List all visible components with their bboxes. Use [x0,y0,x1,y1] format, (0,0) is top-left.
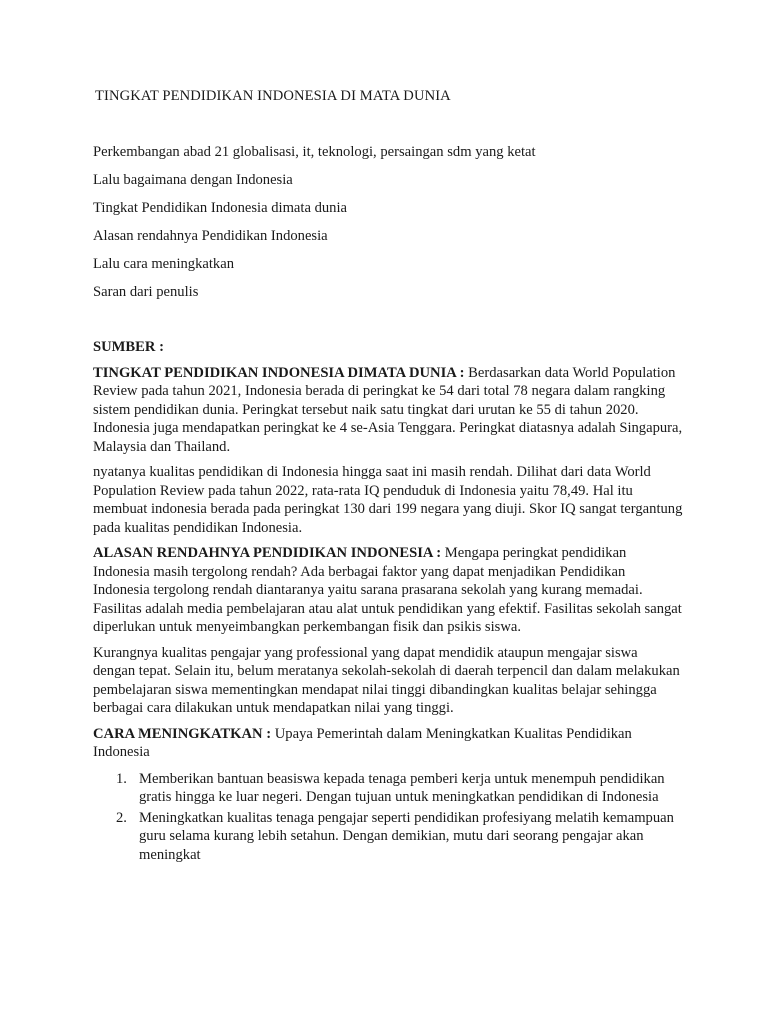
cara-paragraph [93,725,683,762]
document-title: TINGKAT PENDIDIKAN INDONESIA DI MATA DUNIA [95,88,451,104]
cara-list [93,770,683,865]
tingkat-paragraph-2: nyatanya kualitas pendidikan di Indonesia hingga saat ini masih rendah. Dilihat dari data World Population Review pada tahun 2022, rata-rata IQ penduduk di Indonesia yaitu 78,49. Hal itu membuat indonesia berada pada peringkat 130 dari 199 negara yang diuji. Skor IQ sangat tergantung pada kualitas pendidikan Indonesia. [93,464,683,536]
outline-list [93,143,536,311]
document-body [93,338,683,866]
list-number: 1. [116,770,127,787]
outline-item: Tingkat Pendidikan Indonesia dimata dunia [93,200,348,216]
tingkat-heading: TINGKAT PENDIDIKAN INDONESIA DIMATA DUNIA : [93,364,465,381]
list-item [93,809,683,865]
outline-item: Perkembangan abad 21 globalisasi, it, teknologi, persaingan sdm yang ketat [93,144,536,160]
list-item-text: Meningkatkan kualitas tenaga pengajar seperti pendidikan profesiyang melatih kemampuan guru selama kurang lebih setahun. Dengan demikian, mutu dari seorang pengajar akan meningkat [139,809,674,863]
outline-item: Lalu bagaimana dengan Indonesia [93,172,293,188]
list-number: 2. [116,809,127,826]
tingkat-paragraph [93,364,683,457]
outline-item: Saran dari penulis [93,284,199,300]
outline-item: Lalu cara meningkatkan [93,256,235,272]
list-item-text: Memberikan bantuan beasiswa kepada tenaga pemberi kerja untuk menempuh pendidikan gratis hingga ke luar negeri. Dengan tujuan untuk meningkatkan pendidikan di Indonesia [139,770,665,805]
alasan-heading: ALASAN RENDAHNYA PENDIDIKAN INDONESIA : [93,545,442,561]
tingkat-text: Berdasarkan data World Population Review pada tahun 2021, Indonesia berada di peringkat ke 54 dari total 78 negara dalam rangking sistem pendidikan dunia. Peringkat tersebut naik satu tingkat dari urutan ke 55 di tahun 2020. Indonesia juga mendapatkan peringkat ke 4 se-Asia Tenggara. Peringkat diatasnya adalah Singapura, Malaysia dan Thailand. [93,364,683,455]
alasan-paragraph-2: Kurangnya kualitas pengajar yang professional yang dapat mendidik ataupun mengajar siswa dengan tepat. Selain itu, belum meratanya sekolah-sekolah di daerah terpencil dan dalam melakukan pembelajaran siswa mementingkan mendapat nilai tinggi dibandingkan kualitas belajar sehingga berbagai cara dilakukan untuk mendapatkan nilai yang tinggi. [93,644,680,716]
alasan-paragraph [93,544,683,637]
cara-text: Upaya Pemerintah dalam Meningkatkan Kualitas Pendidikan Indonesia [93,725,632,760]
outline-item: Alasan rendahnya Pendidikan Indonesia [93,228,328,244]
cara-heading: CARA MENINGKATKAN : [93,725,272,742]
alasan-text: Mengapa peringkat pendidikan Indonesia masih tergolong rendah? Ada berbagai faktor yang dapat menjadikan Pendidikan Indonesia tergolong rendah diantaranya yaitu sarana prasarana sekolah yang kurang memadai. Fasilitas adalah media pembelajaran atau alat untuk pendidikan yang efektif. Fasilitas sekolah sangat diperlukan untuk menyeimbangkan perkembangan fisik dan psikis siswa. [93,545,682,635]
sumber-label: SUMBER : [93,339,164,355]
list-item [93,770,683,807]
